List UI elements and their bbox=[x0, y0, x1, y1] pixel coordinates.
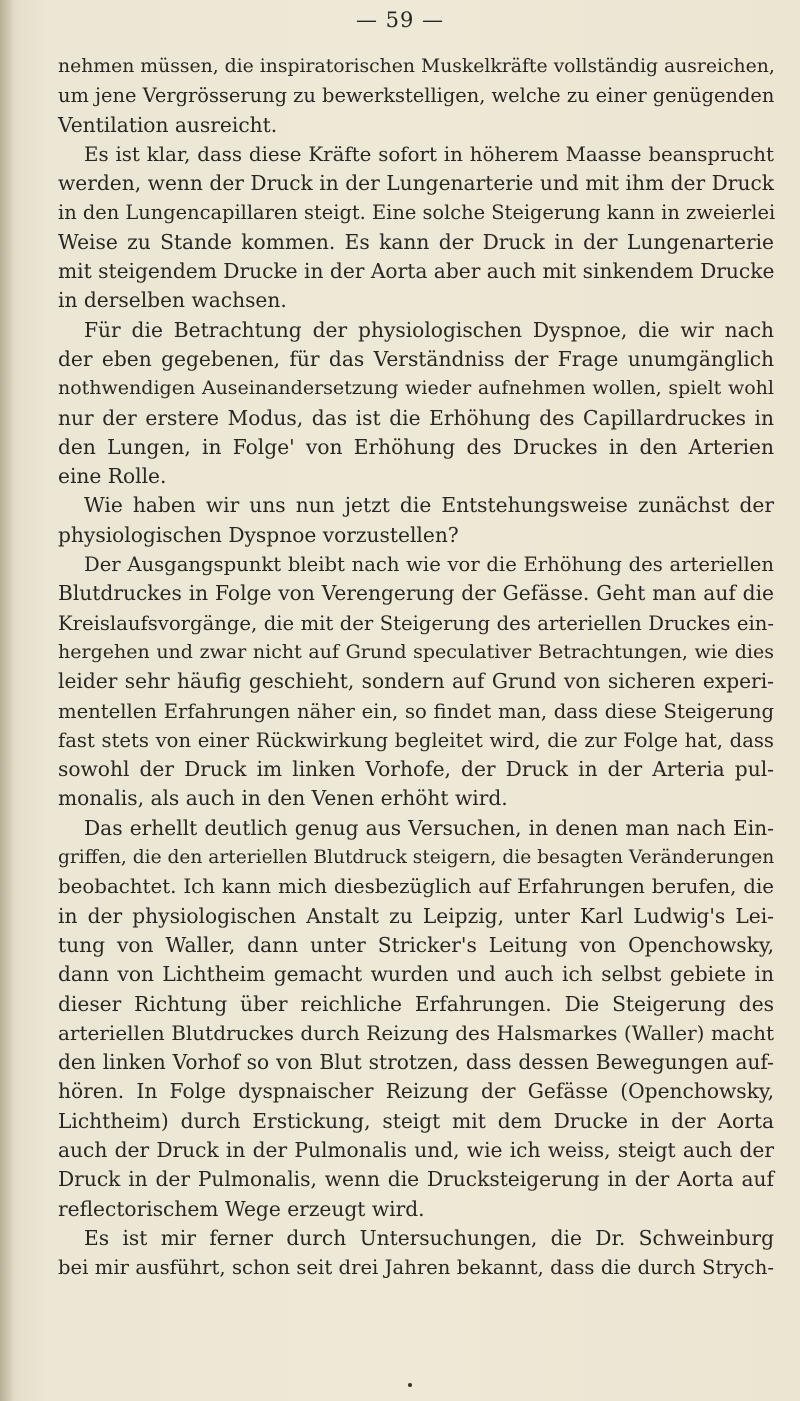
text-line: arteriellen Blutdruckes durch Reizung des Halsmarkes (Waller) macht bbox=[58, 1020, 774, 1045]
text-line: der eben gegebenen, für das Verständniss der Frage unumgänglich bbox=[58, 346, 774, 371]
text-line: eine Rolle. bbox=[58, 464, 167, 489]
text-line: hören. In Folge dyspnaischer Reizung der Gefässe (Openchowsky, bbox=[58, 1079, 774, 1104]
text-line: dieser Richtung über reichliche Erfahrungen. Die Steigerung des bbox=[58, 991, 774, 1016]
text-line: Das erhellt deutlich genug aus Versuchen, in denen man nach Ein- bbox=[84, 815, 774, 840]
text-line: griffen, die den arteriellen Blutdruck steigern, die besagten Veränderungen bbox=[58, 847, 775, 869]
body-text bbox=[58, 52, 774, 1282]
text-line: monalis, als auch in den Venen erhöht wird. bbox=[58, 786, 508, 811]
text-line: nehmen müssen, die inspiratorischen Muskelkräfte vollständig ausreichen, bbox=[58, 56, 775, 77]
text-line: nothwendigen Auseinandersetzung wieder aufnehmen wollen, spielt wohl bbox=[58, 377, 774, 400]
text-line: Weise zu Stande kommen. Es kann der Druck in der Lungenarterie bbox=[58, 229, 774, 254]
text-line: Für die Betrachtung der physiologischen Dyspnoe, die wir nach bbox=[84, 317, 774, 342]
text-line: reflectorischem Wege erzeugt wird. bbox=[58, 1196, 425, 1221]
text-line: in der physiologischen Anstalt zu Leipzig, unter Karl Ludwig's Lei- bbox=[58, 903, 774, 928]
text-line: leider sehr häufig geschieht, sondern auf Grund von sicheren experi- bbox=[58, 669, 774, 694]
spine-shadow bbox=[0, 0, 14, 1401]
text-line: mentellen Erfahrungen näher ein, so findet man, dass diese Steigerung bbox=[58, 699, 774, 723]
text-line: den linken Vorhof so von Blut strotzen, dass dessen Bewegungen auf- bbox=[58, 1050, 774, 1075]
text-line: sowohl der Druck im linken Vorhofe, der Druck in der Arteria pul- bbox=[58, 757, 774, 782]
text-line: in derselben wachsen. bbox=[58, 288, 287, 313]
text-line: werden, wenn der Druck in der Lungenarterie und mit ihm der Druck bbox=[58, 171, 774, 196]
text-line: dann von Lichtheim gemacht wurden und auch ich selbst gebiete in bbox=[58, 962, 774, 987]
text-line: fast stets von einer Rückwirkung begleitet wird, die zur Folge hat, dass bbox=[58, 728, 774, 752]
page-number: — 59 — bbox=[355, 8, 445, 32]
text-line: bei mir ausführt, schon seit drei Jahren bekannt, dass die durch Strych- bbox=[58, 1256, 774, 1280]
text-line: Es ist mir ferner durch Untersuchungen, die Dr. Schweinburg bbox=[84, 1225, 774, 1250]
text-line: Ventilation ausreicht. bbox=[58, 112, 278, 137]
text-line: beobachtet. Ich kann mich diesbezüglich auf Erfahrungen berufen, die bbox=[58, 875, 774, 899]
text-line: Es ist klar, dass diese Kräfte sofort in höherem Maasse beansprucht bbox=[84, 142, 774, 166]
text-line: hergehen und zwar nicht auf Grund speculativer Betrachtungen, wie dies bbox=[58, 640, 774, 663]
ink-speck bbox=[408, 1383, 412, 1387]
text-line: den Lungen, in Folge' von Erhöhung des Druckes in den Arterien bbox=[58, 434, 774, 459]
text-line: Druck in der Pulmonalis, wenn die Drucksteigerung in der Aorta auf bbox=[58, 1167, 774, 1192]
text-line: physiologischen Dyspnoe vorzustellen? bbox=[58, 522, 459, 547]
text-line: mit steigendem Drucke in der Aorta aber auch mit sinkendem Drucke bbox=[58, 259, 775, 284]
text-line: Der Ausgangspunkt bleibt nach wie vor die Erhöhung des arteriellen bbox=[84, 553, 774, 577]
text-line: Blutdruckes in Folge von Verengerung der Gefässe. Geht man auf die bbox=[58, 581, 774, 606]
text-line: auch der Druck in der Pulmonalis und, wie ich weiss, steigt auch der bbox=[58, 1137, 774, 1162]
text-line: Lichtheim) durch Erstickung, steigt mit dem Drucke in der Aorta bbox=[58, 1108, 774, 1133]
text-line: Wie haben wir uns nun jetzt die Entstehungsweise zunächst der bbox=[84, 493, 774, 518]
text-line: um jene Vergrösserung zu bewerkstelligen, welche zu einer genügenden bbox=[58, 84, 775, 108]
text-line: nur der erstere Modus, das ist die Erhöhung des Capillardruckes in bbox=[58, 405, 774, 430]
text-line: in den Lungencapillaren steigt. Eine solche Steigerung kann in zweierlei bbox=[58, 201, 776, 225]
text-line: Kreislaufsvorgänge, die mit der Steigerung des arteriellen Druckes ein- bbox=[58, 611, 774, 635]
text-line: tung von Waller, dann unter Stricker's Leitung von Openchowsky, bbox=[58, 932, 774, 957]
